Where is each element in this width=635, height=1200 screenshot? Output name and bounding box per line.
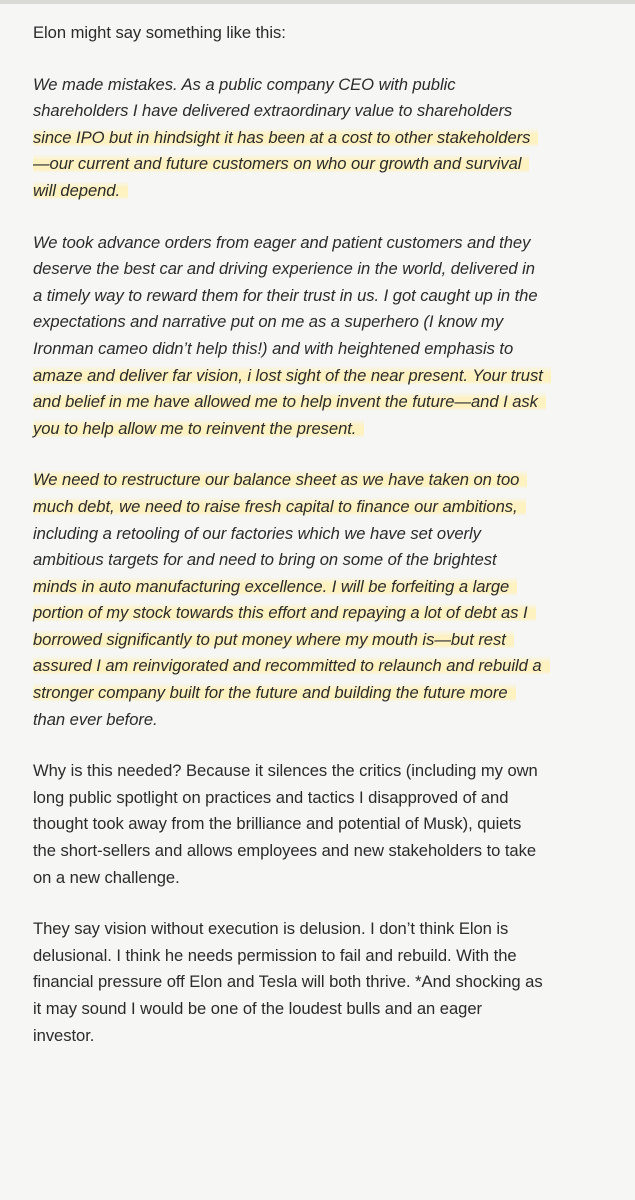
paragraph-advance-orders — [33, 230, 628, 443]
text-line — [33, 600, 628, 627]
text-line: it may sound I would be one of the loudest bulls and an eager — [33, 999, 482, 1018]
text-line — [33, 467, 628, 494]
text-line: including a retooling of our factories which we have set overly — [33, 523, 481, 543]
highlighted-text: will depend. — [33, 181, 128, 200]
text-line — [33, 151, 628, 178]
text-line: We made mistakes. As a public company CEO with public — [33, 74, 456, 94]
text-line: the short-sellers and allows employees and new stakeholders to take — [33, 841, 537, 861]
top-divider — [0, 0, 635, 4]
intro-line: Elon might say something like this: — [33, 23, 286, 42]
text-line — [33, 363, 628, 390]
text-line: We took advance orders from eager and patient customers and they — [33, 232, 531, 252]
highlighted-text: borrowed significantly to put money where my mouth is—but rest — [33, 630, 514, 649]
text-line — [33, 680, 628, 707]
text-line — [33, 627, 628, 654]
highlighted-text: —our current and future customers on who our growth and survival — [33, 154, 529, 173]
highlighted-text: assured I am reinvigorated and recommitted to relaunch and rebuild a — [33, 656, 550, 675]
highlighted-text: amaze and deliver far vision, i lost sight of the near present. Your trust — [33, 366, 551, 385]
text-line — [33, 494, 628, 521]
text-line — [33, 178, 628, 205]
highlighted-text: minds in auto manufacturing excellence. I will be forfeiting a large — [33, 577, 517, 596]
text-line: a timely way to reward them for their trust in us. I got caught up in the — [33, 285, 538, 305]
highlighted-text: We need to restructure our balance sheet as we have taken on too — [33, 470, 527, 489]
highlighted-text: and belief in me have allowed me to help invent the future—and I ask — [33, 392, 546, 411]
intro-paragraph — [33, 20, 628, 47]
text-line — [33, 389, 628, 416]
text-line: thought took away from the brilliance and potential of Musk), quiets — [33, 814, 522, 834]
paragraph-restructure — [33, 467, 628, 733]
text-line: They say vision without execution is delusion. I don’t think Elon is — [33, 919, 509, 939]
document-body — [33, 20, 628, 1074]
text-line: Ironman cameo didn’t help this!) and with heightened emphasis to — [33, 338, 514, 358]
text-line: investor. — [33, 1025, 95, 1045]
highlighted-text: portion of my stock towards this effort and repaying a lot of debt as I — [33, 603, 536, 622]
text-line: delusional. I think he needs permission to fail and rebuild. With the — [33, 945, 517, 965]
text-line: Why is this needed? Because it silences the critics (including my own — [33, 761, 538, 781]
text-line: long public spotlight on practices and tactics I disapproved of and — [33, 787, 509, 807]
paragraph-mistakes — [33, 72, 628, 205]
text-line: shareholders I have delivered extraordinary value to shareholders — [33, 101, 513, 121]
text-line — [33, 416, 628, 443]
highlighted-text: you to help allow me to reinvent the present. — [33, 419, 364, 438]
text-line: than ever before. — [33, 709, 158, 729]
highlighted-text: much debt, we need to raise fresh capital to finance our ambitions, — [33, 497, 526, 516]
highlighted-text: stronger company built for the future and building the future more — [33, 683, 516, 702]
paragraph-vision — [33, 916, 628, 1049]
text-line: financial pressure off Elon and Tesla will both thrive. *And shocking as — [33, 972, 543, 992]
text-line: expectations and narrative put on me as a superhero (I know my — [33, 312, 504, 332]
text-line — [33, 574, 628, 601]
paragraph-why-needed — [33, 758, 628, 891]
text-line: deserve the best car and driving experience in the world, delivered in — [33, 259, 535, 279]
text-line: on a new challenge. — [33, 867, 180, 887]
text-line: ambitious targets for and need to bring on some of the brightest — [33, 550, 497, 570]
text-line — [33, 653, 628, 680]
text-line — [33, 125, 628, 152]
highlighted-text: since IPO but in hindsight it has been at a cost to other stakeholders — [33, 128, 538, 147]
